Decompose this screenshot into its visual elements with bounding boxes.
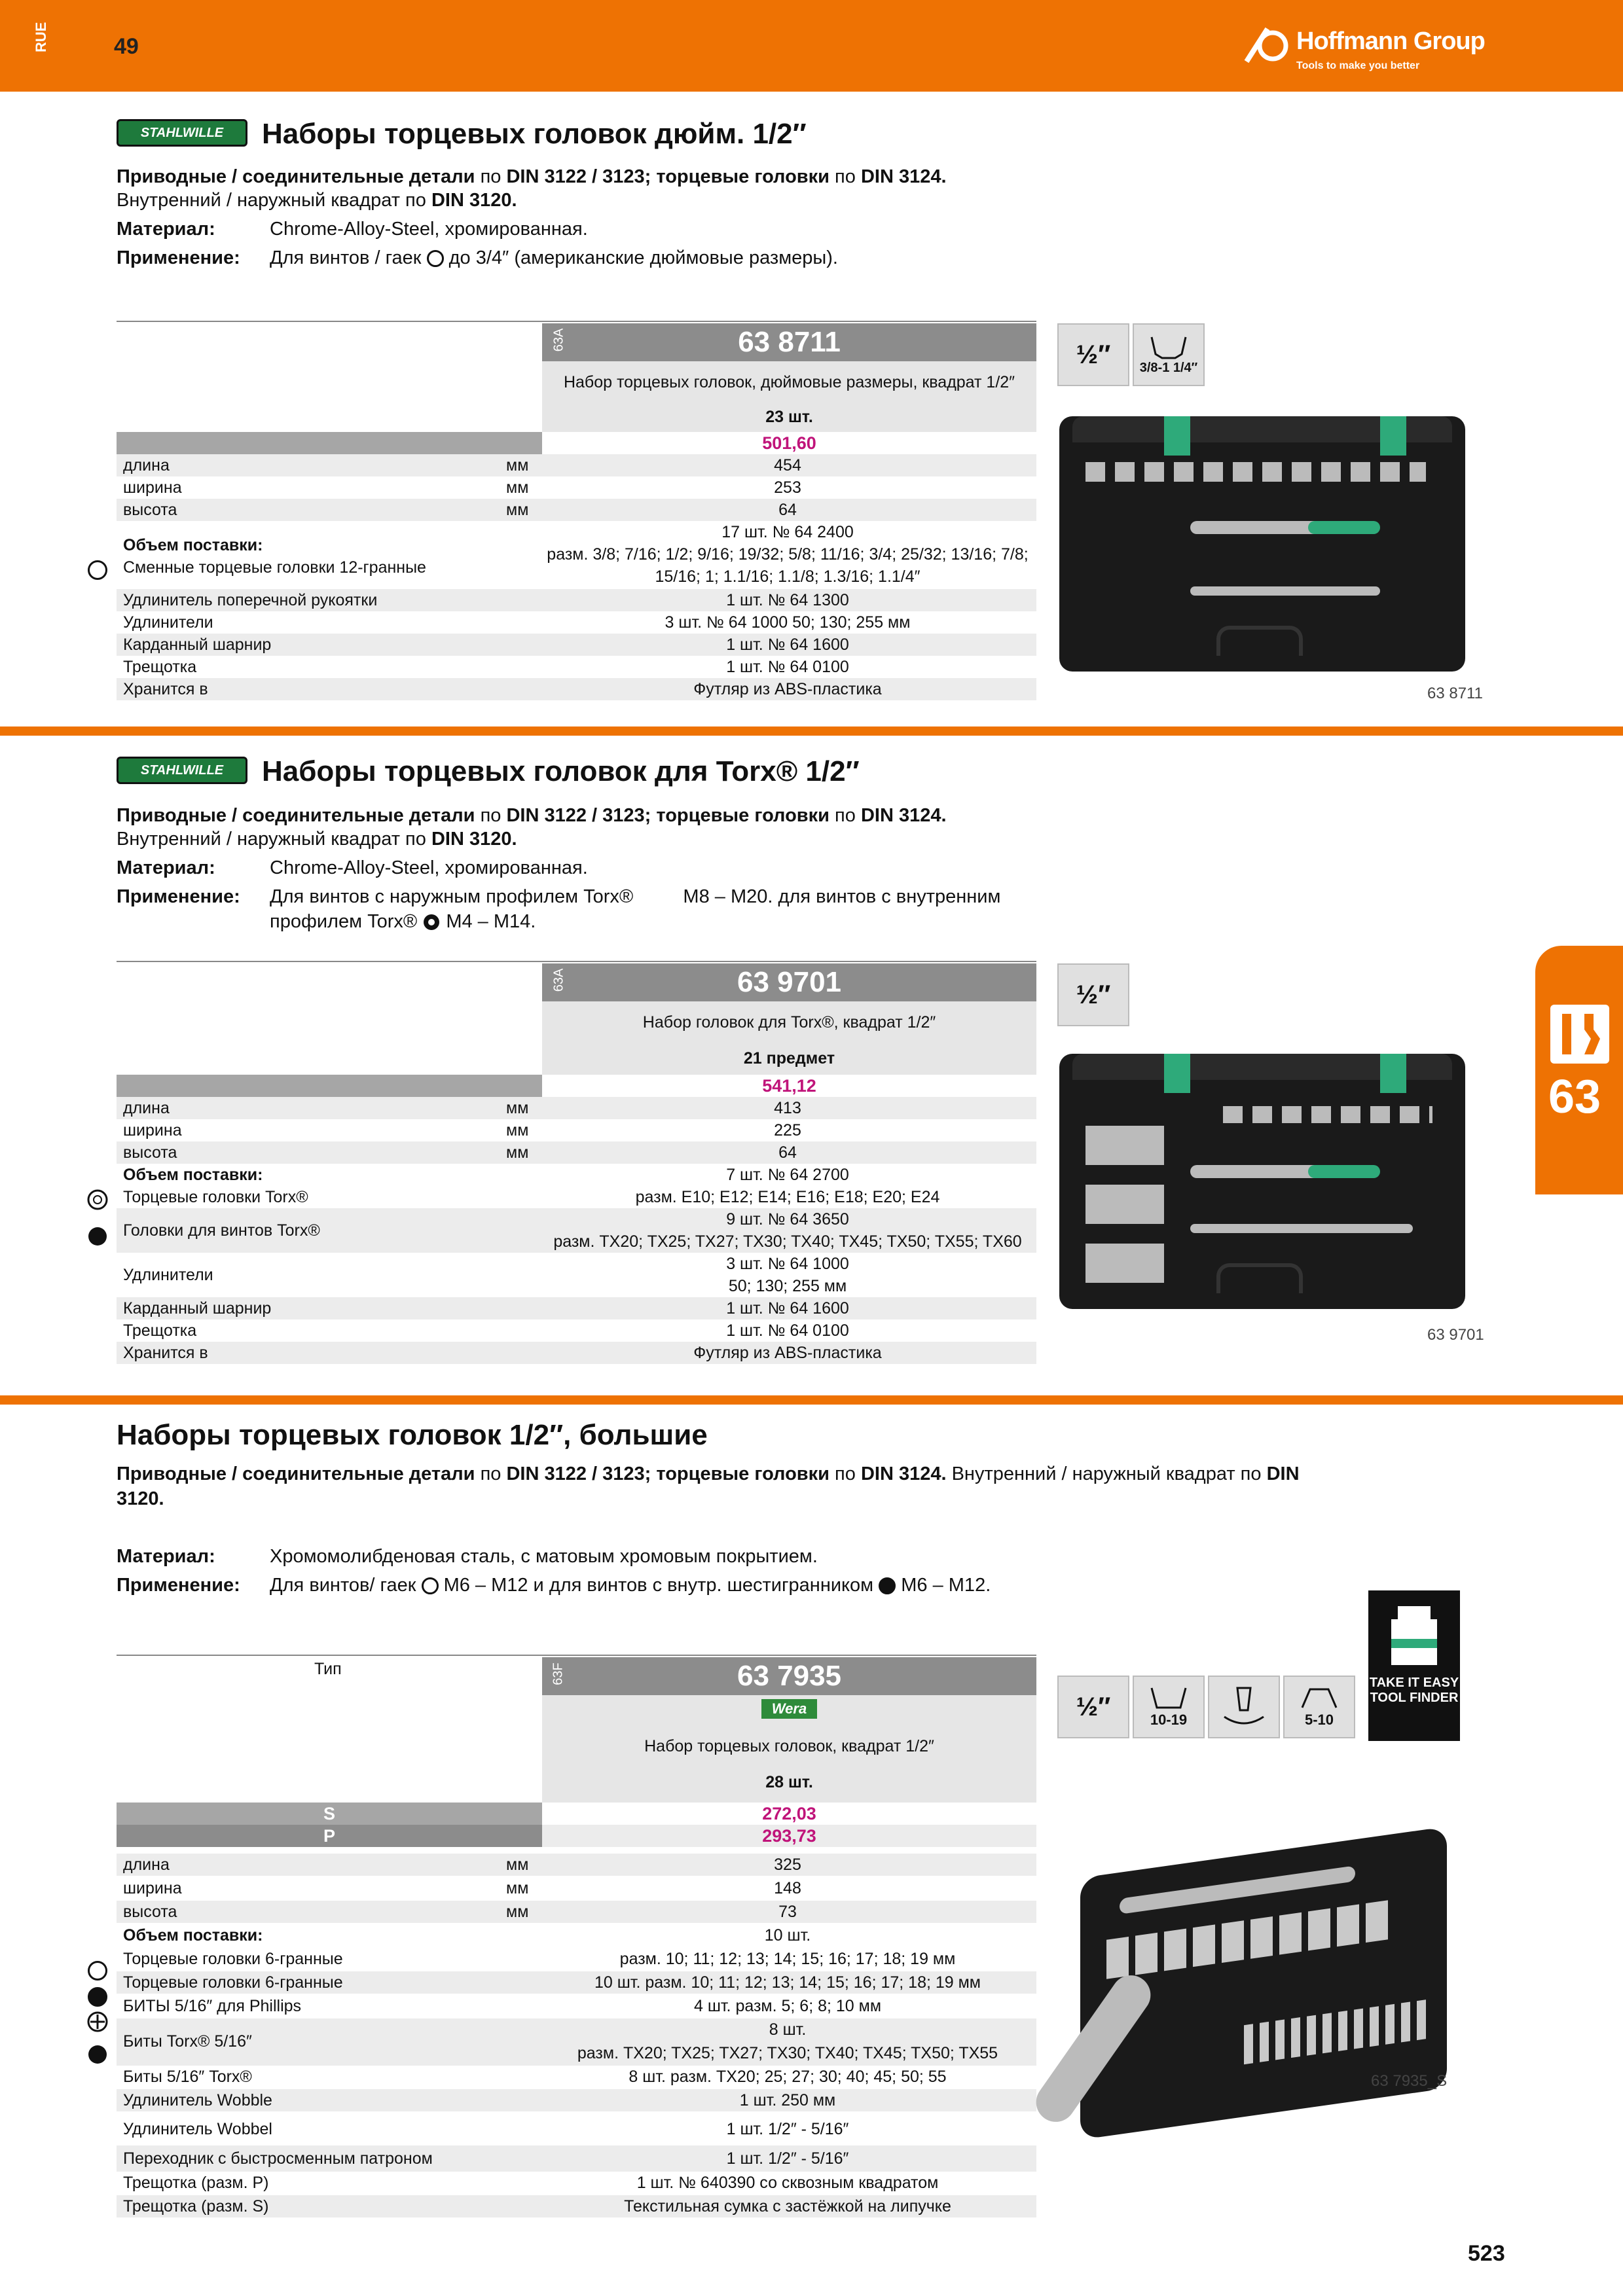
ratchet [1190,521,1321,534]
table-row: длина мм 454 [117,454,1036,476]
section3-side-code: 63F [551,1662,566,1685]
tool-finder-line1: TAKE IT EASY [1369,1676,1459,1690]
drive-size-icon: ½″ [1057,323,1129,386]
hex-socket-filled-icon [88,1987,107,2007]
table-row: Хранится в Футляр из ABS-пластика [117,678,1036,700]
tool-finder-line2: TOOL FINDER [1370,1691,1459,1705]
extension [1190,586,1380,596]
hex-socket-outline-icon [88,1961,107,1981]
socket-row [1223,1106,1432,1123]
tools-icon [1550,1005,1609,1064]
section1-usage-label: Применение: [117,247,240,268]
hoffmann-logo [1244,25,1506,77]
section1-price-bar [117,432,542,454]
ratchet-grip [1308,1165,1380,1178]
table-row: БИТЫ 5/16″ для Phillips 4 шт. разм. 5; 6; 8; 10 мм [123,1997,882,2015]
section3-code: 63 7935 [542,1657,1036,1695]
section3-product-block [542,1695,1036,1803]
extension [1190,1224,1413,1233]
section3-material-value: Хромомолибденовая сталь, с матовым хромовым покрытием. [270,1546,818,1567]
brand-tagline: Tools to make you better [1296,60,1420,71]
table-row-extensions: Удлинители 3 шт. № 64 1000 50; 130; 255 мм [123,1255,849,1295]
12-point-profile-icon [1149,334,1188,361]
phillips-icon [86,2011,109,2033]
section2-usage-label: Применение: [117,886,240,907]
extension [1120,1865,1355,1914]
ratchet [1190,1165,1321,1178]
size-s-price: 272,03 [762,1804,816,1823]
table-row: высота мм 64 [117,1141,1036,1164]
hex-nut-icon [422,1577,439,1594]
wobble-icon [1208,1676,1280,1738]
section2-product-block [542,1001,1036,1075]
section2-material-value: Chrome-Alloy-Steel, хромированная. [270,857,588,878]
section2-material-label: Материал: [117,857,215,878]
hex-profile-icon: 10-19 [1133,1676,1205,1738]
table-row-scope: Объем поставки: Торцевые головки 6-гранные 10 шт. разм. 10; 11; 12; 13; 14; 15; 16; 17; 18; 19 мм [123,1926,956,1968]
table-row: ширина мм 148 [123,1879,801,1897]
table-row: Трещотка (разм. S) Текстильная сумка с застёжкой на липучке [117,2195,1036,2217]
section3-material-label: Материал: [117,1546,215,1567]
table-row: Биты 5/16″ Torx® 8 шт. разм. TX20; 25; 27; 30; 40; 45; 50; 55 [123,2068,947,2086]
size-p-price: 293,73 [542,1825,1036,1847]
torx-bit-icon [86,1225,109,1247]
section3-product: Набор торцевых головок, квадрат 1/2″ [644,1737,934,1755]
photo-label-63-7935: 63 7935_S [1371,2072,1448,2090]
table-row: Карданный шарнир 1 шт. № 64 1600 [117,1297,1036,1319]
size-p-label: P [117,1825,542,1847]
table-row: Торцевые головки 6-гранные 10 шт. разм. 10; 11; 12; 13; 14; 15; 16; 17; 18; 19 мм [117,1971,1036,1994]
table-row: Трещотка 1 шт. № 64 0100 [123,1321,849,1340]
page-number-bottom: 523 [1468,2241,1505,2266]
table-row-torx-bits: Биты Torx® 5/16″ 8 шт. разм. TX20; TX25; TX27; TX30; TX40; TX45; TX50; TX55 [117,2018,1036,2066]
bit-row [1244,2000,1427,2064]
table-row: Трещотка 1 шт. № 64 0100 [123,658,849,676]
section2-price: 541,12 [762,1076,816,1096]
table-row: Удлинитель поперечной рукоятки 1 шт. № 64 1300 [117,589,1036,611]
section1-product-block [542,361,1036,432]
case-clip [1164,1054,1190,1093]
12-point-socket-icon [88,560,107,580]
bit-sockets [1085,1113,1164,1283]
socket-range-icon: 3/8-1 1/4″ [1133,323,1205,386]
torx-icon [422,913,441,931]
section2-usage-value-line2: профилем Torx® M4 – M14. [270,911,536,932]
section1-desc-line2: Внутренний / наружный квадрат по DIN 3120. [117,190,517,211]
section-divider [0,1395,1623,1405]
stahlwille-logo: STAHLWILLE [117,757,247,784]
ratchet-grip [1308,521,1380,534]
case-clip [1380,416,1406,456]
section1-material-label: Материал: [117,219,215,240]
section3-desc-line2: 3120. [117,1488,164,1509]
size-s-label: S [117,1803,542,1825]
drive-size-icon: ½″ [1057,1676,1129,1738]
page-number-top: 49 [114,34,139,59]
hex-bit-icon [1300,1685,1339,1712]
section2-title: Наборы торцевых головок для Torx® 1/2″ [262,755,860,787]
photo-label-63-9701: 63 9701 [1427,1326,1484,1344]
section3-usage-value: Для винтов/ гаек M6 – M12 и для винтов с внутр. шестигранником M6 – M12. [270,1575,991,1596]
tool-finder-badge[interactable] [1368,1590,1460,1741]
hex-nut-icon [427,250,444,267]
brand-name: Hoffmann Group [1296,27,1485,55]
section2-count: 21 предмет [743,1049,835,1067]
table-row: Удлинитель Wobble 1 шт. 250 мм [117,2089,1036,2111]
table-row: Переходник с быстросменным патроном 1 шт. 1/2″ - 5/16″ [117,2145,1036,2172]
section2-side-code: 63A [551,968,566,992]
case-clip [1164,416,1190,456]
torx-bit-icon [86,2043,109,2066]
table-row-scope-torx: Объем поставки: Торцевые головки Torx® 7 шт. № 64 2700 разм. E10; E12; E14; E16; E18; E20; E24 [123,1166,940,1206]
drive-size-icon: ½″ [1057,963,1129,1026]
table-row: Трещотка (разм. P) 1 шт. № 640390 со сквозным квадратом [123,2174,939,2192]
section1-desc-line1: Приводные / соединительные детали по DIN 3122 / 3123; торцевые головки по DIN 3124. [117,166,947,187]
table-row: ширина мм 225 [123,1121,801,1139]
section1-product: Набор торцевых головок, дюймовые размеры, квадрат 1/2″ [563,373,1015,391]
section3-desc-line1: Приводные / соединительные детали по DIN 3122 / 3123; торцевые головки по DIN 3124. Внутренний / наружный квадрат по DIN [117,1463,1300,1484]
section1-code: 63 8711 [542,323,1036,361]
section1-title: Наборы торцевых головок дюйм. 1/2″ [262,118,807,150]
chapter-number: 63 [1548,1071,1601,1123]
case-handle [1216,1263,1303,1293]
product-photo-63-8711 [1059,416,1465,672]
section1-count: 23 шт. [765,408,813,426]
hex-bit-profile-icon: 5-10 [1283,1676,1355,1738]
hex-socket-profile-icon [1149,1685,1188,1712]
section3-type-label: Тип [314,1660,342,1678]
section2-code: 63 9701 [542,963,1036,1001]
section3-count: 28 шт. [765,1773,813,1791]
section1-material-value: Chrome-Alloy-Steel, хромированная. [270,219,588,240]
section1-side-code: 63A [551,328,566,352]
socket-icon [1385,1600,1444,1672]
table-row: высота мм 73 [117,1901,1036,1923]
torx-socket-icon [86,1189,109,1211]
wobble-extension-icon [1218,1684,1270,1730]
section1-price: 501,60 [762,433,816,453]
section3-table-rule [117,1655,1036,1656]
table-row: длина мм 413 [117,1097,1036,1119]
section2-usage-value: Для винтов с наружным профилем Torx® M8 – M20. для винтов с внутренним [270,886,1001,907]
hoffmann-logo-icon [1244,25,1292,64]
table-row: Удлинители 3 шт. № 64 1000 50; 130; 255 мм [123,613,911,632]
table-row-scope: Объем поставки: Сменные торцевые головки 12-гранные 17 шт. № 64 2400 разм. 3/8; 7/16; 1/2; 9/16; 19/32; 5/8; 11/16; 3/4; 25/32; 13/16; 7/8; 15/16; 1; 1.1/16; 1.1/8; 1.3/16; 1.1/4″ [123,523,1029,586]
hex-socket-icon [879,1577,896,1594]
section2-product: Набор головок для Torx®, квадрат 1/2″ [642,1013,936,1031]
case-handle [1216,626,1303,656]
table-row: длина мм 325 [117,1854,1036,1876]
table-row: Карданный шарнир 1 шт. № 64 1600 [117,634,1036,656]
table-row: Удлинитель Wobbel 1 шт. 1/2″ - 5/16″ [123,2120,849,2138]
table-row: Хранится в Футляр из ABS-пластика [117,1342,1036,1364]
case-clip [1380,1054,1406,1093]
section1-table-blank [117,321,542,432]
language-code: RUE [33,22,49,52]
section3-usage-label: Применение: [117,1575,240,1596]
section1-usage-value: Для винтов / гаек до 3/4″ (американские дюймовые размеры). [270,247,838,268]
socket-row [1106,1899,1395,1979]
section3-title: Наборы торцевых головок 1/2″, большие [117,1419,708,1451]
product-photo-63-9701 [1059,1054,1465,1309]
socket-row [1085,462,1426,482]
wera-logo: Wera [761,1699,817,1719]
table-row: высота мм 64 [117,499,1036,521]
section2-price-bar [117,1075,542,1097]
stahlwille-logo: STAHLWILLE [117,119,247,147]
table-row: ширина мм 253 [123,478,801,497]
section2-table-rule [117,961,1036,962]
section2-desc-line1: Приводные / соединительные детали по DIN 3122 / 3123; торцевые головки по DIN 3124. [117,805,947,826]
table-row-torx-bits: Головки для винтов Torx® 9 шт. № 64 3650 разм. TX20; TX25; TX27; TX30; TX40; TX45; TX50; TX55; TX60 [117,1208,1036,1253]
section1-table-rule [117,321,1036,322]
photo-label-63-8711: 63 8711 [1427,685,1483,702]
section-divider [0,726,1623,736]
section2-desc-line2: Внутренний / наружный квадрат по DIN 3120. [117,829,517,850]
